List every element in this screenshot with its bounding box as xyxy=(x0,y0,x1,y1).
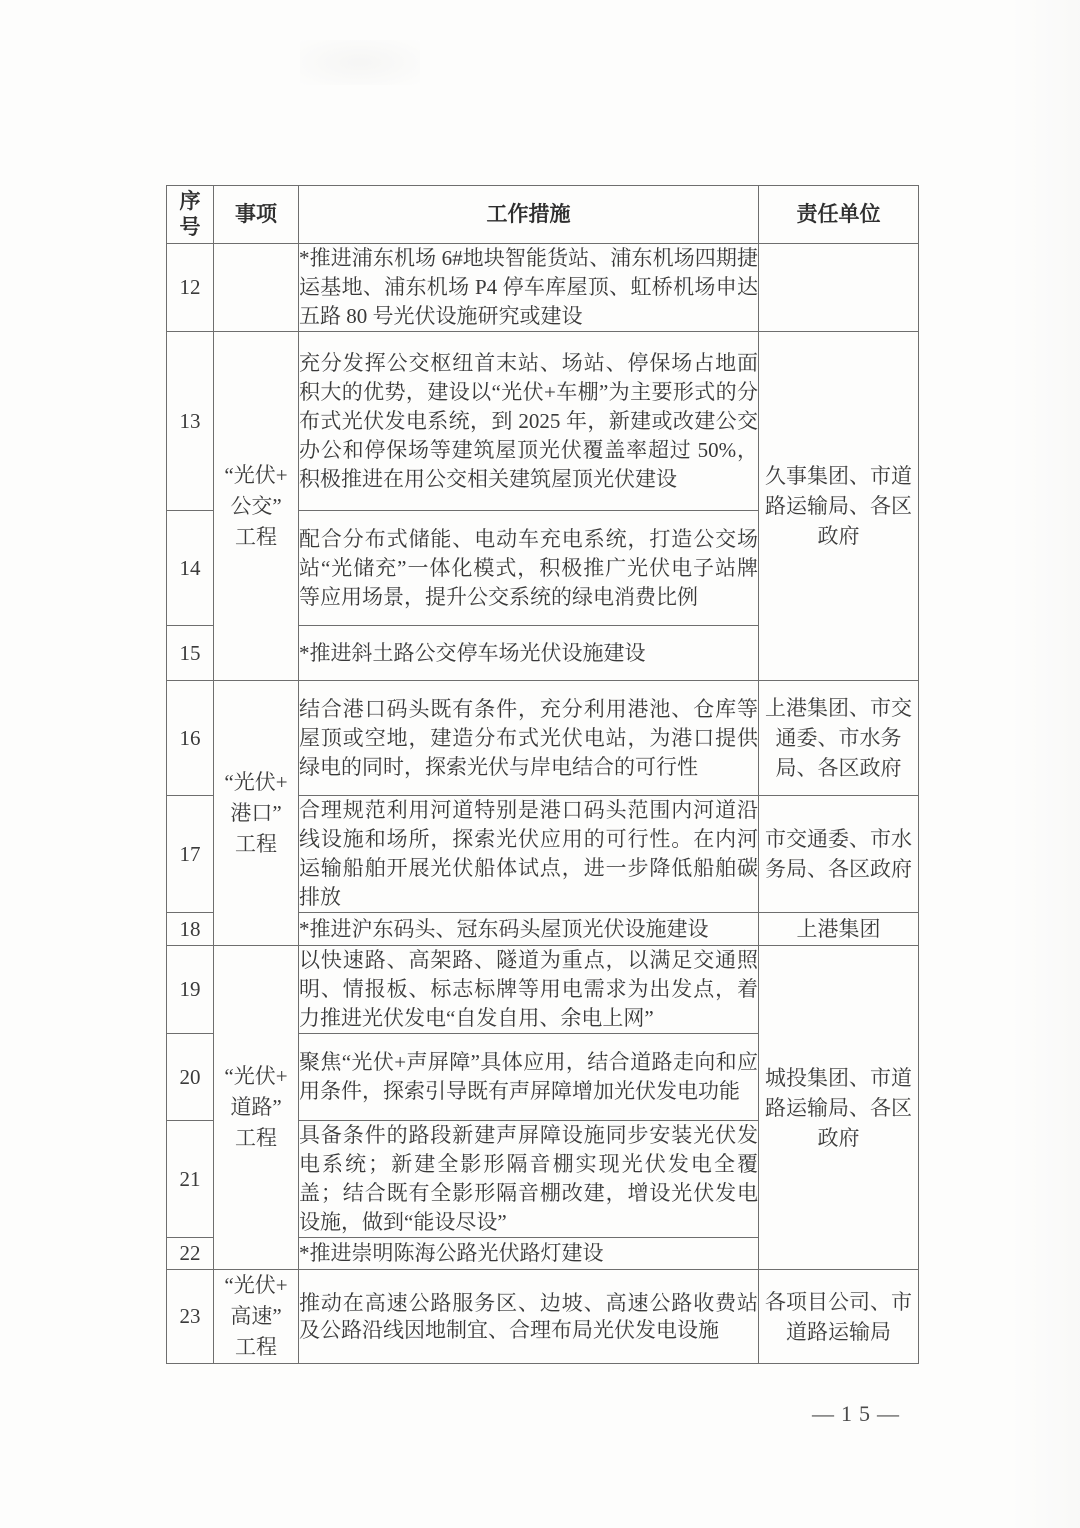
row-22-number: 22 xyxy=(167,1238,214,1270)
row-12-item-empty xyxy=(214,244,299,332)
row-21-number: 21 xyxy=(167,1121,214,1238)
group-bus-owner: 久事集团、市道路运输局、各区政府 xyxy=(759,332,919,681)
row-15-measure: *推进斜土路公交停车场光伏设施建设 xyxy=(299,626,759,681)
row-17-owner: 市交通委、市水务局、各区政府 xyxy=(759,796,919,913)
table-row xyxy=(167,681,919,796)
row-18-measure: *推进沪东码头、冠东码头屋顶光伏设施建设 xyxy=(299,913,759,946)
group-bus-label-line1: “光伏+ xyxy=(224,462,288,487)
group-highway-label-line1: “光伏+ xyxy=(224,1273,288,1297)
row-12-number: 12 xyxy=(167,244,214,332)
scan-edge-shading xyxy=(1010,0,1080,1528)
group-road-owner: 城投集团、市道路运输局、各区政府 xyxy=(759,946,919,1270)
group-bus-label-line2: 公交” xyxy=(230,493,282,518)
group-road-label-line2: 道路” xyxy=(230,1095,282,1119)
group-road-label xyxy=(214,946,299,1270)
row-16-owner: 上港集团、市交通委、市水务局、各区政府 xyxy=(759,681,919,796)
table-row xyxy=(167,332,919,511)
group-highway-label-line2: 高速” xyxy=(230,1304,282,1328)
row-21-measure: 具备条件的路段新建声屏障设施同步安装光伏发电系统；新建全影形隔音棚实现光伏发电全覆盖；结合既有全影形隔音棚改建，增设光伏发电设施，做到“能设尽设” xyxy=(299,1121,759,1238)
group-port-label xyxy=(214,681,299,946)
group-port-label-line3: 工程 xyxy=(235,831,277,856)
row-20-measure: 聚焦“光伏+声屏障”具体应用，结合道路走向和应用条件，探索引导既有声屏障增加光伏发电功能 xyxy=(299,1034,759,1121)
header-serial-number xyxy=(167,186,214,244)
group-highway-label-line3: 工程 xyxy=(235,1335,277,1359)
header-serial-line2: 号 xyxy=(179,215,201,239)
row-16-measure: 结合港口码头既有条件，充分利用港池、仓库等屋顶或空地，建造分布式光伏电站，为港口提供绿电的同时，探索光伏与岸电结合的可行性 xyxy=(299,681,759,796)
row-20-number: 20 xyxy=(167,1034,214,1121)
table-row xyxy=(167,244,919,332)
row-13-number: 13 xyxy=(167,332,214,511)
table-row xyxy=(167,1270,919,1364)
row-12-owner-empty xyxy=(759,244,919,332)
header-work-measures: 工作措施 xyxy=(299,186,759,244)
row-19-number: 19 xyxy=(167,946,214,1034)
row-16-number: 16 xyxy=(167,681,214,796)
scan-smudge xyxy=(300,40,420,85)
header-item: 事项 xyxy=(214,186,299,244)
group-bus-label xyxy=(214,332,299,681)
group-port-label-line2: 港口” xyxy=(230,800,282,825)
row-23-owner: 各项目公司、市道路运输局 xyxy=(759,1270,919,1364)
group-road-label-line1: “光伏+ xyxy=(224,1064,288,1088)
row-23-number: 23 xyxy=(167,1270,214,1364)
table-header-row xyxy=(167,186,919,244)
row-22-measure: *推进崇明陈海公路光伏路灯建设 xyxy=(299,1238,759,1270)
row-15-number: 15 xyxy=(167,626,214,681)
row-17-number: 17 xyxy=(167,796,214,913)
row-18-number: 18 xyxy=(167,913,214,946)
row-23-measure: 推动在高速公路服务区、边坡、高速公路收费站及公路沿线因地制宜、合理布局光伏发电设施 xyxy=(299,1270,759,1364)
row-14-measure: 配合分布式储能、电动车充电系统，打造公交场站“光储充”一体化模式，积极推广光伏电子站牌等应用场景，提升公交系统的绿电消费比例 xyxy=(299,511,759,626)
header-responsible-unit: 责任单位 xyxy=(759,186,919,244)
solar-pv-measures-table xyxy=(166,185,919,1364)
header-serial-line1: 序 xyxy=(179,189,201,213)
row-18-owner: 上港集团 xyxy=(759,913,919,946)
row-12-measure: *推进浦东机场 6#地块智能货站、浦东机场四期捷运基地、浦东机场 P4 停车库屋顶、虹桥机场申达五路 80 号光伏设施研究或建设 xyxy=(299,244,759,332)
row-17-measure: 合理规范利用河道特别是港口码头范围内河道沿线设施和场所，探索光伏应用的可行性。在内河运输船舶开展光伏船体试点，进一步降低船舶碳排放 xyxy=(299,796,759,913)
group-port-label-line1: “光伏+ xyxy=(224,769,288,794)
row-13-measure: 充分发挥公交枢纽首末站、场站、停保场占地面积大的优势，建设以“光伏+车棚”为主要形式的分布式光伏发电系统，到 2025 年，新建或改建公交办公和停保场等建筑屋顶光伏覆盖率超过 50%，积极推进在用公交相关建筑屋顶光伏建设 xyxy=(299,332,759,511)
row-14-number: 14 xyxy=(167,511,214,626)
table-row xyxy=(167,946,919,1034)
group-highway-label xyxy=(214,1270,299,1364)
group-bus-label-line3: 工程 xyxy=(235,524,277,549)
page-number: —15— xyxy=(812,1401,906,1426)
group-road-label-line3: 工程 xyxy=(235,1126,277,1150)
row-19-measure: 以快速路、高架路、隧道为重点，以满足交通照明、情报板、标志标牌等用电需求为出发点，着力推进光伏发电“自发自用、余电上网” xyxy=(299,946,759,1034)
